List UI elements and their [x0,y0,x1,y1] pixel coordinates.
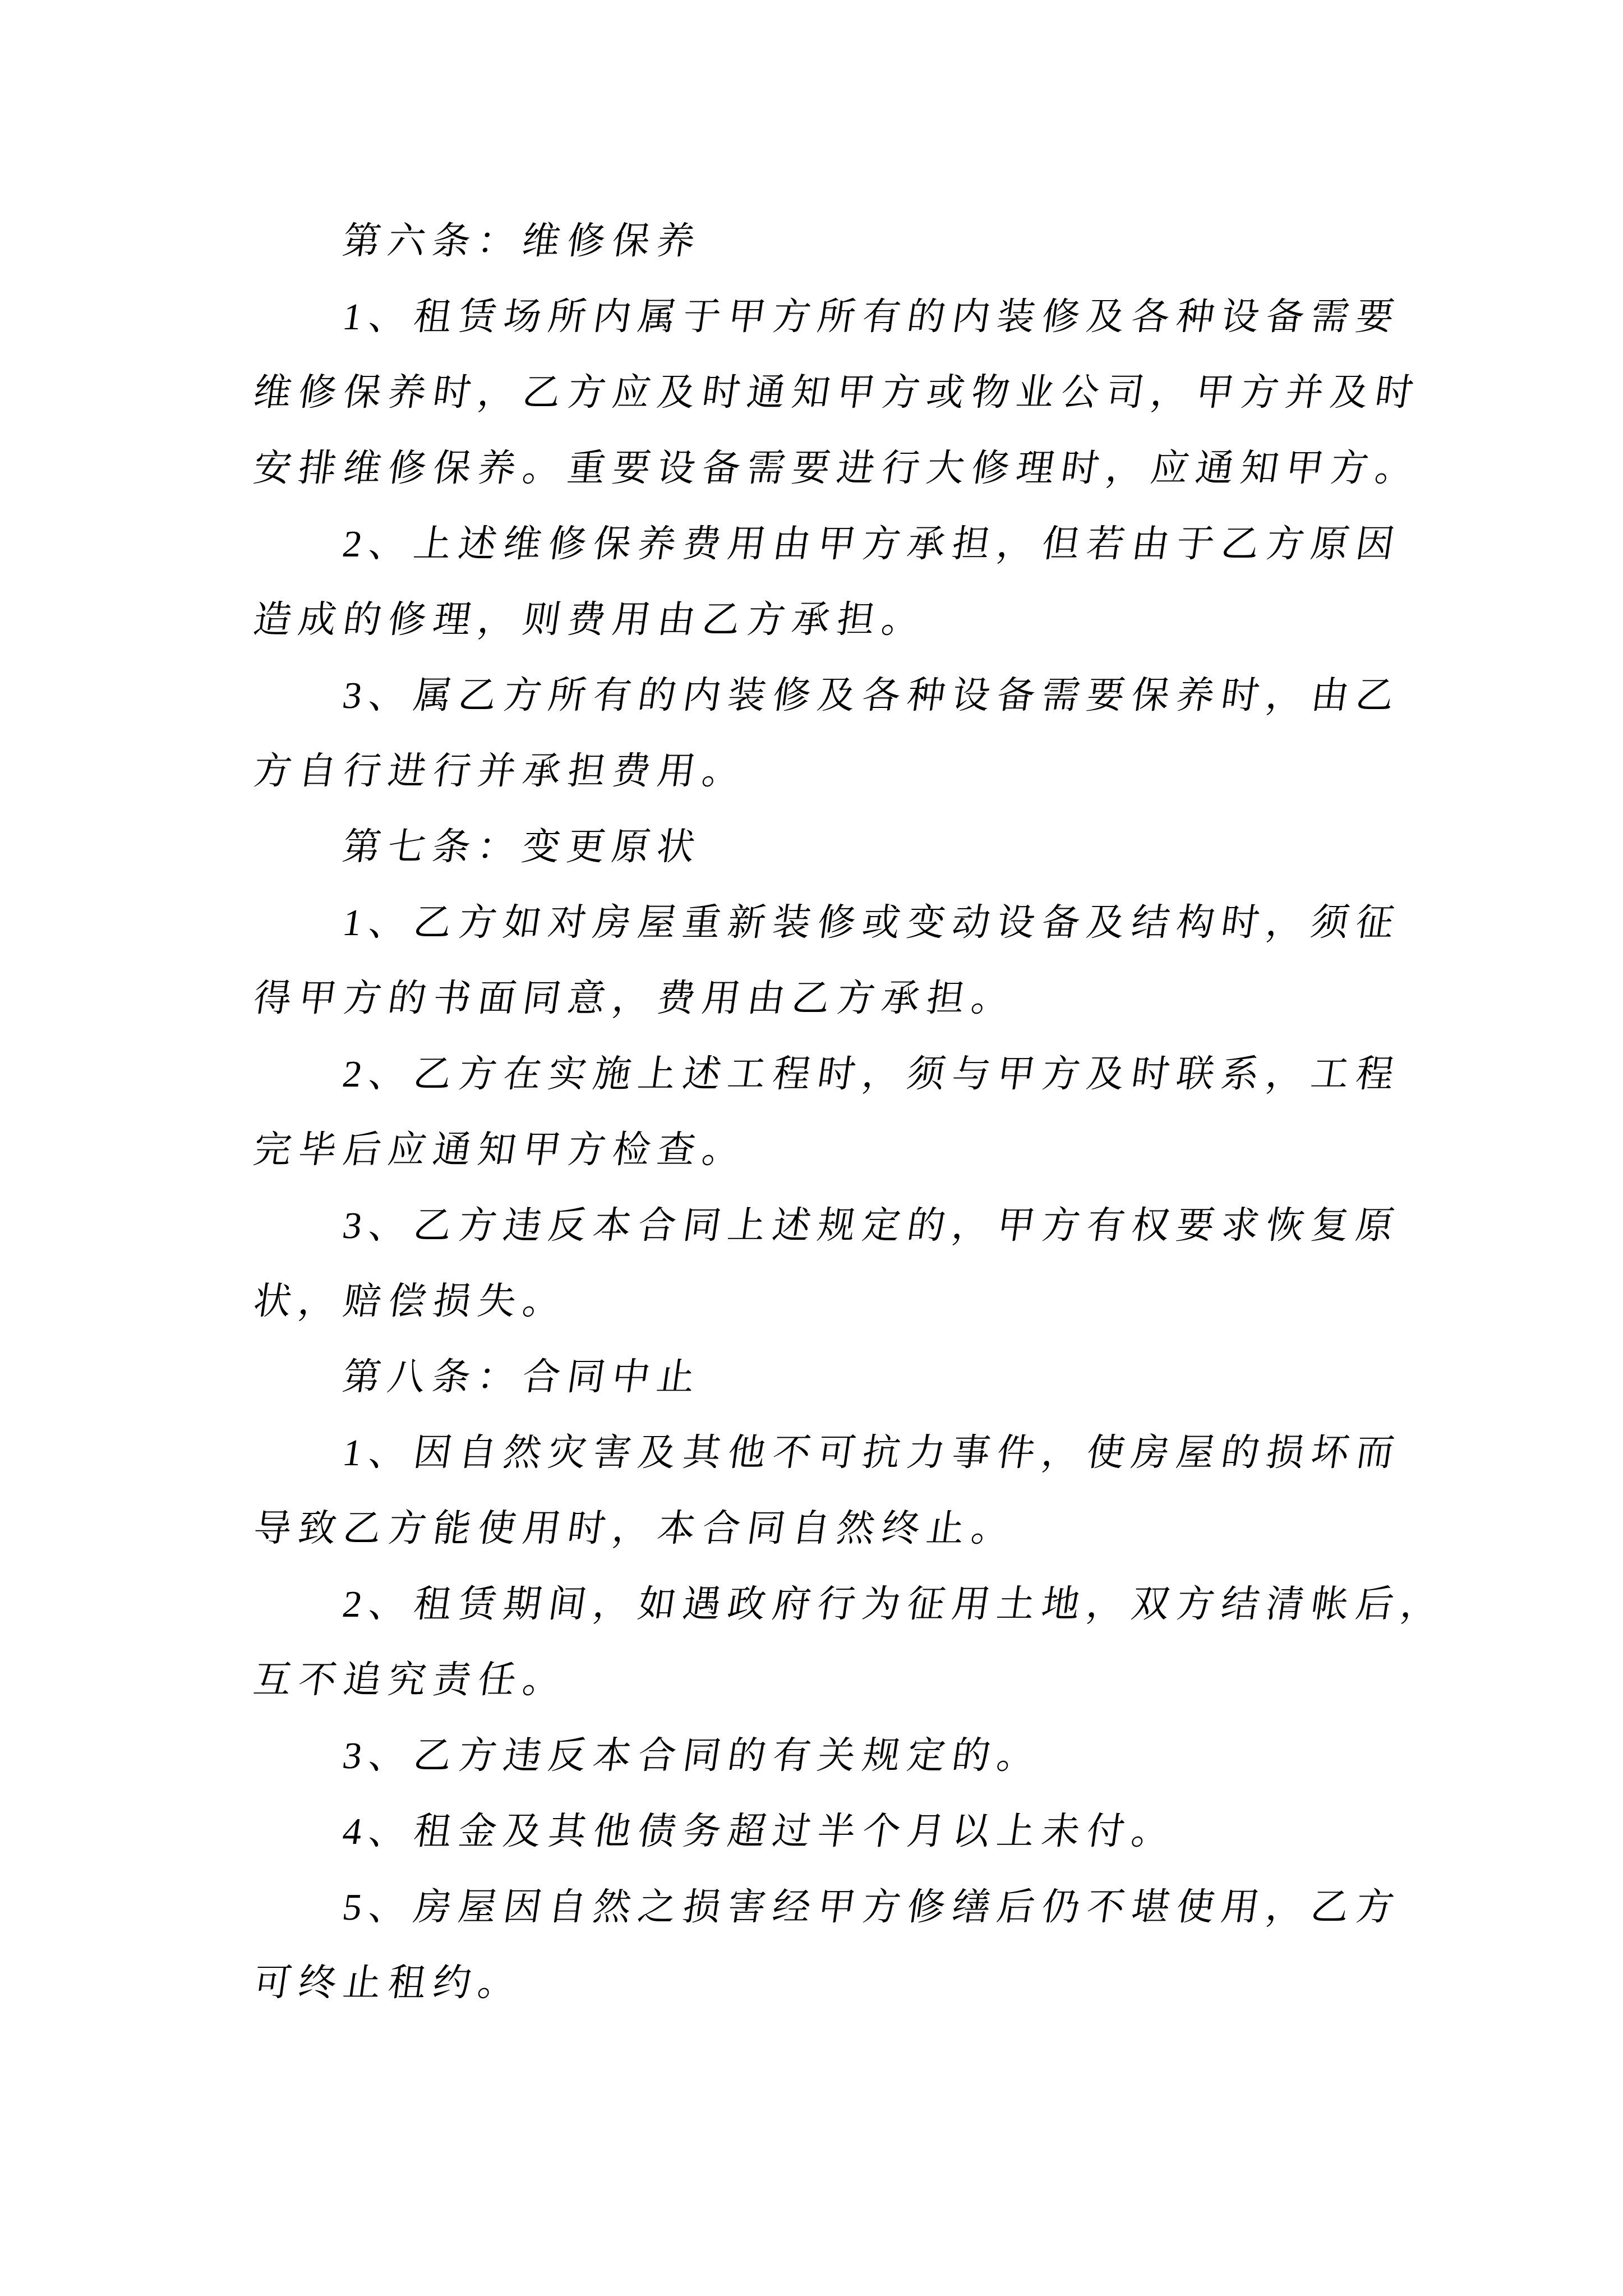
text-line: 1、租赁场所内属于甲方所有的内装修及各种设备需要 [340,296,1404,338]
text-line: 4、租金及其他债务超过半个月以上未付。 [340,1811,1180,1852]
text-line: 造成的修理，则费用由乙方承担。 [251,599,930,641]
text-line: 2、上述维修保养费用由甲方承担，但若由于乙方原因 [340,523,1404,565]
text-line: 1、乙方如对房屋重新装修或变动设备及结构时，须征 [340,902,1404,944]
text-line: 2、乙方在实施上述工程时，须与甲方及时联系，工程 [340,1053,1404,1095]
text-line: 维修保养时，乙方应及时通知甲方或物业公司，甲方并及时 [251,372,1423,413]
text-line: 方自行进行并承担费用。 [251,751,750,792]
text-line: 3、属乙方所有的内装修及各种设备需要保养时，由乙 [340,675,1404,716]
text-line: 状，赔偿损失。 [251,1281,571,1322]
text-line: 2、租赁期间，如遇政府行为征用土地，双方结清帐后， [340,1584,1449,1625]
text-line: 导致乙方能使用时，本合同自然终止。 [251,1508,1020,1549]
text-line: 安排维修保养。重要设备需要进行大修理时，应通知甲方。 [251,448,1423,489]
text-line: 1、因自然灾害及其他不可抗力事件，使房屋的损坏而 [340,1432,1404,1474]
text-line: 第八条：合同中止 [340,1356,705,1398]
contract-text-block [248,204,1460,2021]
text-line: 第六条：维修保养 [340,220,705,262]
text-line: 3、乙方违反本合同上述规定的，甲方有权要求恢复原 [340,1205,1404,1246]
text-line: 第七条：变更原状 [340,826,705,868]
text-line: 5、房屋因自然之损害经甲方修缮后仍不堪使用，乙方 [340,1887,1404,1928]
text-line: 完毕后应通知甲方检查。 [251,1129,750,1171]
text-line: 得甲方的书面同意，费用由乙方承担。 [251,978,1020,1019]
text-line: 可终止租约。 [251,1962,526,2004]
text-line: 互不追究责任。 [251,1659,571,1701]
text-line: 3、乙方违反本合同的有关规定的。 [340,1735,1045,1777]
